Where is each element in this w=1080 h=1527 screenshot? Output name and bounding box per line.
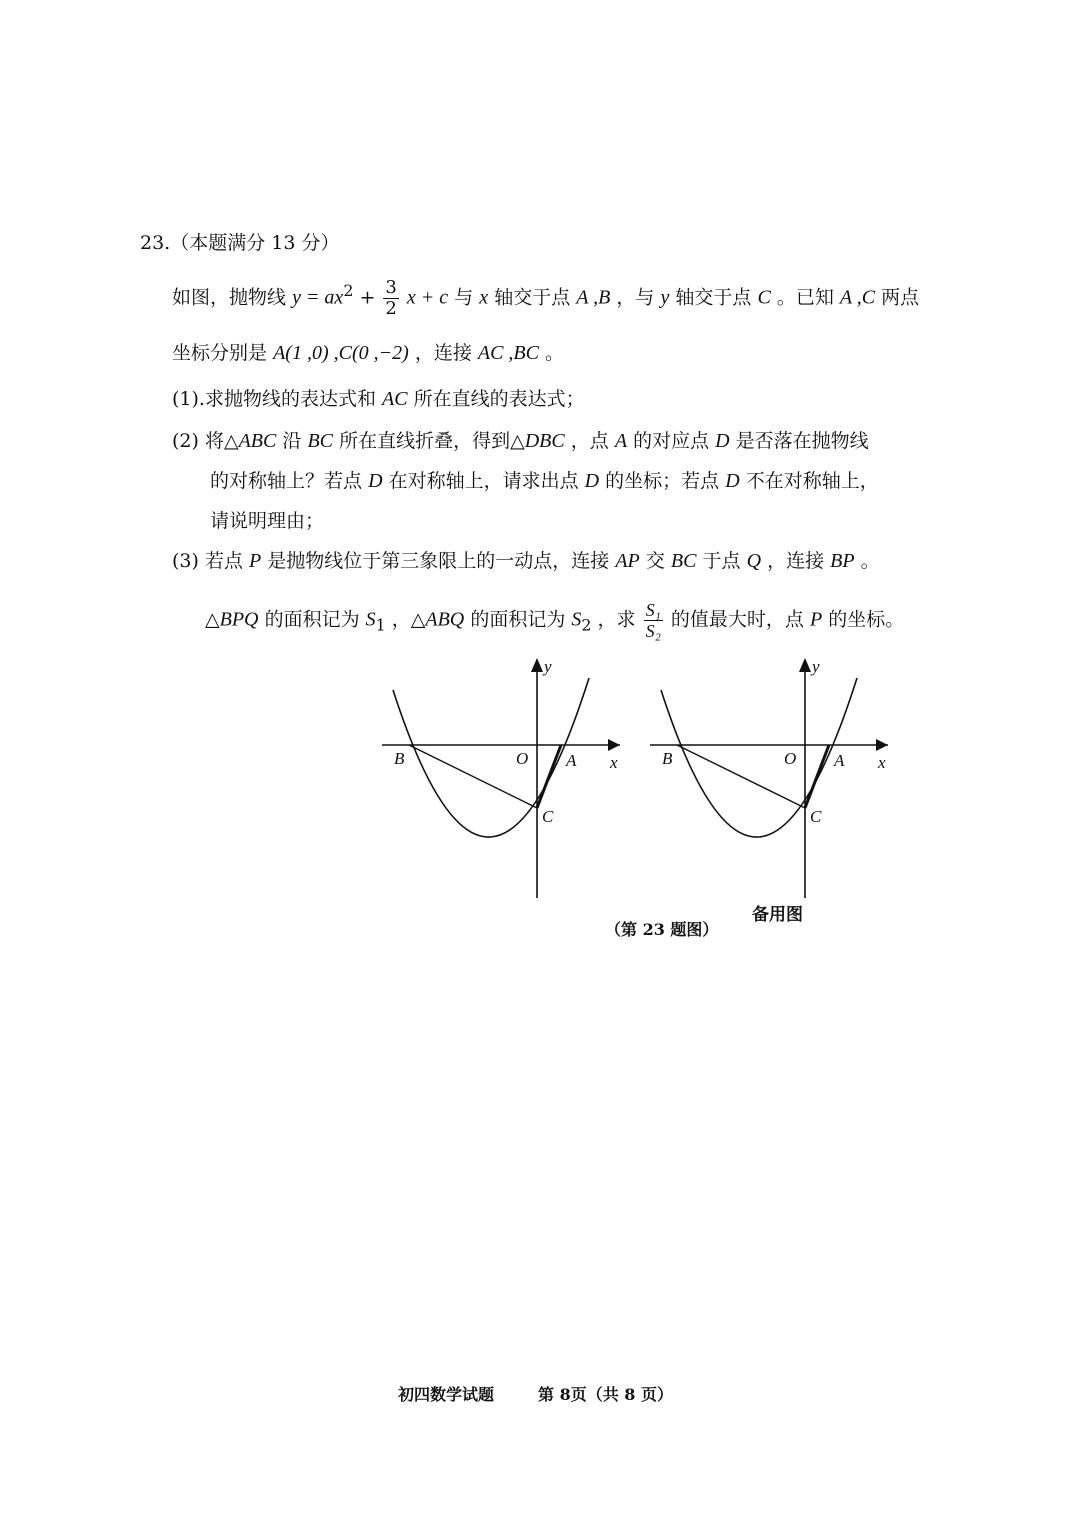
label-x: x <box>610 753 618 772</box>
intro-line-2 <box>172 338 564 365</box>
text: 的对称轴上？若点 <box>210 470 363 492</box>
text: 不在对称轴上， <box>745 470 879 492</box>
parabola-curve <box>661 678 857 837</box>
var: A ,C <box>839 286 876 309</box>
text: ，△ <box>391 608 426 631</box>
var: D <box>725 470 740 492</box>
var: BPQ <box>219 608 259 631</box>
formula-plus: + <box>359 286 376 309</box>
var: C <box>757 286 771 309</box>
var: S <box>571 608 582 631</box>
formula-exponent: 2 <box>343 281 354 301</box>
var: BC <box>307 430 334 452</box>
var: x <box>479 286 489 309</box>
var: S <box>365 608 376 631</box>
part-2-line-3 <box>210 506 324 533</box>
text: 交 <box>645 550 665 572</box>
text: 。 <box>860 550 880 572</box>
segment-ac <box>805 745 829 808</box>
var: A ,B <box>576 286 611 309</box>
part-3-line-1 <box>172 546 880 573</box>
text: 的面积记为 <box>470 608 566 631</box>
text: 轴交于点 <box>675 286 752 309</box>
var: DBC <box>524 430 565 452</box>
subscript: 1 <box>375 615 386 635</box>
text: 所在直线的表达式； <box>413 388 585 410</box>
label-y: y <box>544 657 552 676</box>
var: BC <box>670 550 697 572</box>
x-axis-arrow <box>876 739 888 751</box>
text: 。已知 <box>776 286 834 309</box>
label-b: B <box>394 749 405 768</box>
label-y: y <box>812 657 820 676</box>
text: 如图，抛物线 <box>172 286 287 309</box>
part-2-line-1 <box>172 426 869 453</box>
text: 是抛物线位于第三象限上的一动点，连接 <box>267 550 610 572</box>
var: D <box>368 470 383 492</box>
text: 的坐标；若点 <box>605 470 720 492</box>
text: 。 <box>545 342 565 364</box>
text: 于点 <box>702 550 741 572</box>
text: 轴交于点 <box>494 286 571 309</box>
label-c: C <box>810 807 822 826</box>
parabola-curve <box>393 678 589 837</box>
var: AC <box>382 388 408 410</box>
figure-caption: （第 23 题图） <box>605 920 719 939</box>
parabola-figure-main <box>370 650 640 905</box>
label-a: A <box>834 751 845 770</box>
footer-subject: 初四数学试题 <box>398 1385 495 1404</box>
formula-part: y = ax <box>292 286 344 309</box>
text: 在对称轴上，请求出点 <box>388 470 579 492</box>
var: P <box>249 550 262 572</box>
var: Q <box>746 550 762 572</box>
fraction-numerator: S₁ <box>645 600 661 620</box>
text: 的值最大时，点 <box>670 608 804 631</box>
var: ABQ <box>425 608 465 631</box>
part-2-line-2 <box>210 466 879 493</box>
text: △ <box>205 608 220 631</box>
var: y <box>660 286 670 309</box>
text: ，连接 <box>767 550 825 572</box>
text: 是否落在抛物线 <box>735 430 869 452</box>
footer-page: 第 8页（共 8 页） <box>538 1385 673 1404</box>
var: P <box>809 608 823 631</box>
var: ABC <box>238 430 277 452</box>
label-x: x <box>878 753 886 772</box>
fraction-three-halves <box>383 278 398 319</box>
question-heading: 23.（本题满分 13 分） <box>140 232 340 254</box>
text: 沿 <box>282 430 302 452</box>
y-axis-arrow <box>799 658 811 672</box>
coordinates: A(1 ,0) ,C(0 ,−2) <box>273 342 409 364</box>
text: (1).求抛物线的表达式和 <box>172 388 376 410</box>
var: AP <box>615 550 640 572</box>
var: D <box>584 470 600 492</box>
text: 所在直线折叠，得到△ <box>339 430 525 452</box>
text: (2) 将△ <box>172 430 239 452</box>
segment-ac <box>537 745 561 808</box>
label-b: B <box>662 749 673 768</box>
fraction-denominator: 2 <box>385 298 397 319</box>
y-axis-arrow <box>531 658 543 672</box>
intro-line-1 <box>172 278 919 319</box>
text: 坐标分别是 <box>172 342 268 364</box>
text: 的对应点 <box>633 430 710 452</box>
label-o: O <box>784 749 797 768</box>
spare-figure-label: 备用图 <box>752 905 803 925</box>
part-3-line-2 <box>205 600 904 641</box>
var: BP <box>830 550 855 572</box>
label-a: A <box>566 751 577 770</box>
text: 的面积记为 <box>264 608 360 631</box>
fraction-s1-over-s2 <box>644 600 663 641</box>
text: ，与 <box>616 286 655 309</box>
x-axis-arrow <box>608 739 620 751</box>
fraction-numerator: 3 <box>385 277 397 298</box>
parabola-figure-spare <box>638 650 908 905</box>
label-o: O <box>516 749 529 768</box>
text: ，求 <box>597 608 636 631</box>
text: ，连接 <box>414 342 472 364</box>
subscript: 2 <box>581 615 592 635</box>
var: A <box>614 430 628 452</box>
formula-part: x + c <box>406 286 449 309</box>
text: 请说明理由； <box>210 510 325 532</box>
label-c: C <box>542 807 554 826</box>
text: (3) 若点 <box>172 550 243 572</box>
var: D <box>715 430 730 452</box>
page-footer <box>398 1382 717 1405</box>
part-1 <box>172 384 585 411</box>
fraction-denominator: S₂ <box>645 621 661 641</box>
text: 的坐标。 <box>828 608 905 631</box>
text: 两点 <box>881 286 920 309</box>
var: AC ,BC <box>477 342 539 364</box>
text: ，点 <box>570 430 609 452</box>
text: 与 <box>454 286 474 309</box>
